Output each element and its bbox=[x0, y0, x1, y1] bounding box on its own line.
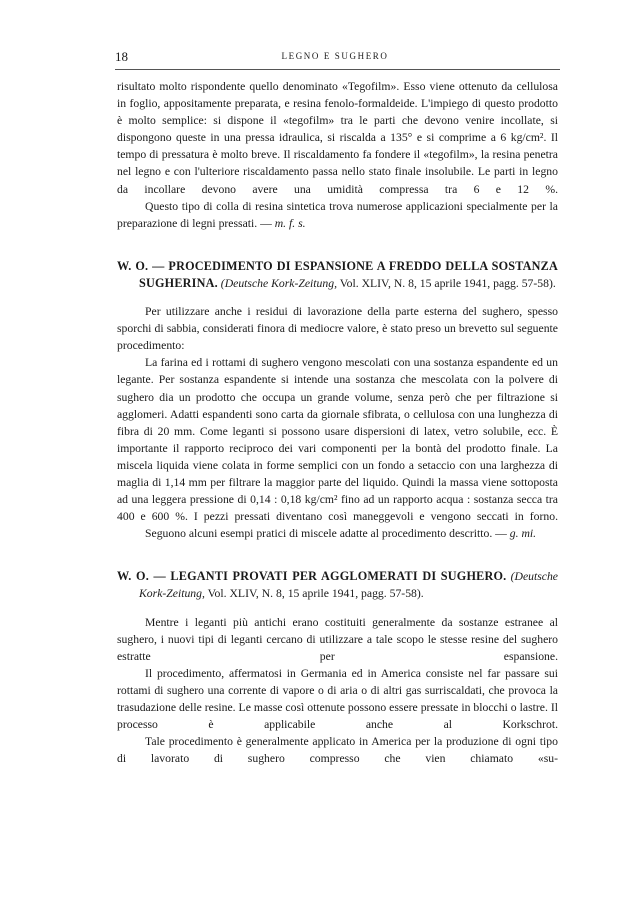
article2-paragraph-1: Per utilizzare anche i residui di lavorazione della parte esterna del sughero, spesso sporchi di sabbia, considerati finora di mediocre valore, è stato preso un brevetto sul seguente procedimento: bbox=[117, 305, 558, 353]
article2-source-details: Vol. XLIV, N. 8, 15 aprile 1941, pagg. 57-58). bbox=[337, 276, 556, 290]
article2-paragraph-3 bbox=[117, 525, 558, 542]
article2-paragraph-3-text: Seguono alcuni esempi pratici di miscele adatte al procedimento descritto. — bbox=[145, 527, 510, 541]
article3-heading: W. O. — LEGANTI PROVATI PER AGGLOMERATI DI SUGHERO. bbox=[117, 569, 507, 584]
article1-paragraph bbox=[117, 198, 558, 232]
article2-signature: g. mi. bbox=[509, 527, 537, 541]
running-title: LEGNO E SUGHERO bbox=[281, 51, 389, 61]
page-header bbox=[115, 49, 555, 67]
article2-source-journal: (Deutsche Kork-Zeitung, bbox=[220, 276, 337, 290]
article1-paragraph-text: Questo tipo di colla di resina sintetica trova numerose applicazioni specialmente per la preparazione di legni pressati. — bbox=[117, 199, 558, 230]
article3-paragraph-2: Il procedimento, affermatosi in Germania ed in America consiste nel far passare sui rottami di sughero una corrente di vapore o di aria o di altri gas surriscaldati, che provoca la trasudazione delle resine. Le masse così ottenute possono essere pressate in blocchi o lastre. Il processo è applicabile anche al Korkschrot. bbox=[117, 666, 558, 732]
article3-source-journal: (Deutsche Kork-Zeitung, bbox=[139, 570, 558, 601]
page-number: 18 bbox=[115, 49, 128, 64]
article3-heading-block bbox=[117, 568, 558, 602]
article2-heading: W. O. — PROCEDIMENTO DI ESPANSIONE A FREDDO DELLA SOSTANZA SUGHERINA. bbox=[117, 258, 558, 290]
page-body bbox=[117, 78, 558, 767]
article2-paragraph-2: La farina ed i rottami di sughero vengono mescolati con una sostanza espandente ed un legante. Per sostanza espandente si intende una sostanza che mescolata con la polvere di sughero dia un prodotto che occupa un grande volume, senza però che per filtrazione si agglomeri. Adatti espandenti sono carta da giornale sfibrata, o cellulosa con una lunghezza di fibra di 20 mm. Come leganti si possono usare dispersioni di latex, vetro solubile, ecc. È importante il rapporto reciproco dei vari componenti per la bontà del prodotto finale. La miscela liquida viene colata in forme semplici con un fondo a setaccio con una larghezza di maglia di 1,14 mm per filtrare la maggior parte del liquido. Quindi la massa viene sottoposta ad una leggera pressione di 0,14 : 0,18 kg/cm² fino ad un rapporto acqua : sostanza secca tra 400 e 600 %. I pezzi pressati diventano così maneggevoli e vengono seccati in forno. bbox=[117, 356, 558, 524]
header-rule bbox=[115, 69, 560, 70]
article1-continuation: risultato molto rispondente quello denominato «Tegofilm». Esso viene ottenuto da cellulosa in foglio, appositamente preparata, e resina fenolo-formaldeide. L'impiego di questo prodotto è molto semplice: si dispone il «tegofilm» tra le parti che devono venire incollate, si dispongono queste in una pressa idraulica, si riscalda a 135° e si comprime a 6 kg/cm². Il tempo di pressatura è molto breve. Il riscaldamento fa fondere il «tegofilm», la resina penetra nel legno e con l'ulteriore riscaldamento passa nello stato finale insolubile. Le parti in legno da incollare devono avere una umidità compressa tra 6 e 12 %. bbox=[117, 80, 558, 196]
article3-paragraph-3: Tale procedimento è generalmente applicato in America per la produzione di ogni tipo di lavorato di sughero compresso che vien chiamato «su- bbox=[117, 735, 558, 766]
article3-source-details: Vol. XLIV, N. 8, 15 aprile 1941, pagg. 57-58). bbox=[204, 587, 424, 601]
article3-paragraph-1: Mentre i leganti più antichi erano costituiti generalmente da sostanze estranee al sughero, i nuovi tipi di leganti cercano di utilizzare a tale scopo le stesse resine del sughero estratte per espansione. bbox=[117, 615, 558, 663]
article2-heading-block bbox=[117, 258, 558, 292]
article1-signature: m. f. s. bbox=[274, 216, 306, 230]
